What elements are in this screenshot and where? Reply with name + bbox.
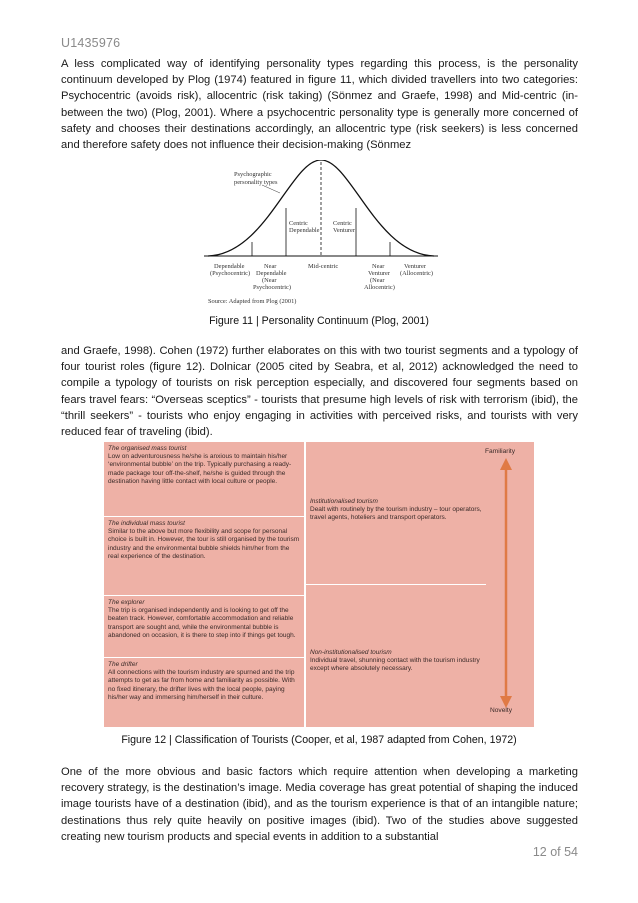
novelty-label: Novelty: [490, 707, 512, 714]
paragraph-cohen-typology: and Graefe, 1998). Cohen (1972) further elaborates on this with two tourist segments and a typology of four tourist roles (figure 12). Dolnicar (2005 cited by Seabra, et al, 2012) acknowledged the need to compile a typology of tourists on risk perception especially, and discovered four segments based on fears travel fears: “Overseas sceptics” - tourists that presume high levels of risk with terrorism (ibid), the “thrill seekers” - tourists who enjoy engaging in activities with perceived risks, and tourists with very reduced fear of traveling (ibid).: [61, 345, 578, 439]
axis-near-dependable-3: (Near: [262, 277, 277, 284]
cell-body: Dealt with routinely by the tourism industry – tour operators, travel agents, hoteliers and transport operators.: [310, 506, 482, 522]
paragraph-plog-continuum: A less complicated way of identifying personality types regarding this process, is the personality continuum developed by Plog (1974) featured in figure 11, which divided travellers into two categories: Psychocentric (avoids risk), allocentric (risk taking) (Sönmez and Graefe, 1998) and Mid-centric (in-between the two) (Plog, 2001). Where a psychocentric personality type is generally more concerned of safety and chooses their destinations accordingly, an allocentric type (risk seekers) is less concerned and therefore safety does not influence their decision-making (Sönmez: [61, 58, 578, 152]
cell-non-institutionalised-tourism: [310, 649, 490, 674]
cell-title: The individual mass tourist: [108, 520, 185, 527]
cell-body: Low on adventurousness he/she is anxious to maintain his/her ‘environmental bubble’ on the trip. Typically purchasing a ready-made package tour off-the-shelf, he/she is guided through the destination having little contact with local culture or people.: [108, 453, 292, 485]
cell-title: The organised mass tourist: [108, 445, 187, 452]
paragraph-destination-image: One of the more obvious and basic factors which require attention when developing a marketing recovery strategy, is the destination’s image. Media coverage has great potential of shaping the induced image tourists have of a destination (ibid), and as the tourism experience is that of an intangible nature; destinations thus rely quite heavily on positive images (ibid). Two of the studies above suggested creating new tourism products and special events in addition to a substantial: [61, 766, 578, 843]
axis-near-venturer-3: (Near: [370, 277, 385, 284]
figure-11-source: Source: Adapted from Plog (2001): [208, 298, 297, 305]
cell-title: The drifter: [108, 661, 138, 668]
axis-dependable-2: (Psychocentric): [210, 270, 251, 277]
document-id: U1435976: [61, 36, 121, 50]
axis-venturer: Venturer: [404, 263, 427, 270]
axis-venturer-2: (Allocentric): [400, 270, 434, 277]
axis-mid-centric: Mid-centric: [308, 263, 339, 270]
centric-venturer-label: Centric: [333, 220, 352, 227]
axis-near-venturer: Near: [372, 263, 385, 270]
axis-near-dependable: Near: [264, 263, 277, 270]
curve-label-2: personality types: [234, 179, 278, 186]
centric-dependable-label-2: Dependable: [289, 227, 320, 234]
cell-explorer: [104, 596, 304, 657]
figure-12-caption: Figure 12 | Classification of Tourists (Cooper, et al, 1987 adapted from Cohen, 1972): [121, 734, 517, 746]
cell-organised-mass-tourist: [104, 442, 304, 516]
familiarity-label: Familiarity: [485, 448, 516, 455]
figure-12-tourist-classification: [104, 442, 534, 727]
centric-dependable-label: Centric: [289, 220, 308, 227]
cell-body: The trip is organised independently and is looking to get off the beaten track. However, comfortable accommodation and reliable transport are sought and, while the environmental bubble is abandoned on occasion, it is there to step into if things get tough.: [108, 607, 296, 639]
cell-individual-mass-tourist: [104, 517, 304, 595]
cell-body: Individual travel, shunning contact with the tourism industry except where absolutely necessary.: [310, 657, 480, 673]
double-arrow-icon: [499, 458, 513, 708]
curve-label-pointer: [262, 185, 280, 193]
cell-title: The explorer: [108, 599, 145, 606]
cell-body: All connections with the tourism industry are spurned and the trip attempts to get as far from home and familiarity as possible. With no fixed itinerary, the drifter lives with the local people, paying his/her way and immersing him/herself in their culture.: [108, 669, 295, 701]
axis-dependable: Dependable: [214, 263, 245, 270]
axis-near-venturer-2: Venturer: [368, 270, 391, 277]
figure-11-caption: Figure 11 | Personality Continuum (Plog, 2001): [209, 315, 429, 327]
curve-label: Psychographic: [234, 171, 272, 178]
cell-institutionalised-tourism: [310, 498, 490, 523]
axis-near-dependable-2: Dependable: [256, 270, 287, 277]
centric-venturer-label-2: Venturer: [333, 227, 356, 234]
cell-drifter: [104, 658, 304, 727]
cell-title: Institutionalised tourism: [310, 498, 378, 505]
page-number: 12 of 54: [532, 845, 578, 859]
cell-title: Non-institutionalised tourism: [310, 649, 392, 656]
right-divider: [306, 584, 486, 585]
axis-near-venturer-4: Allocentric): [364, 284, 395, 291]
axis-near-dependable-4: Psychocentric): [253, 284, 291, 291]
figure-11-personality-continuum: [196, 160, 446, 308]
cell-body: Similar to the above but more flexibility and scope for personal choice is built in. However, the tour is still organised by the tourism industry and the environmental bubble shields him/her from the real experience of the destination.: [108, 528, 300, 560]
bell-curve-diagram: [196, 160, 446, 308]
